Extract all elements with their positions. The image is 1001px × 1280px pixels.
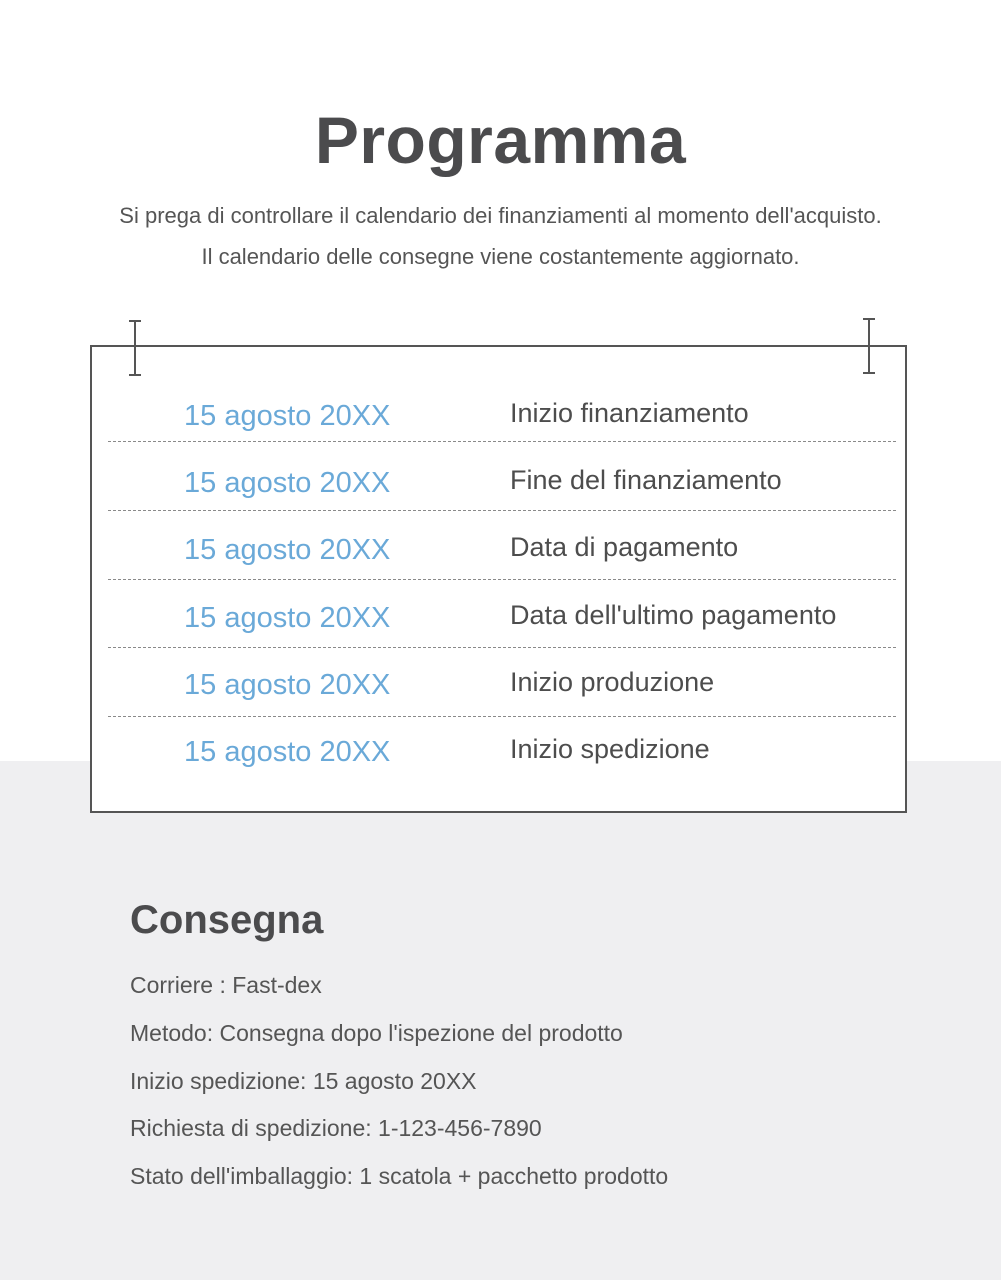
schedule-date: 15 agosto 20XX (184, 602, 391, 634)
delivery-courier: Corriere : Fast-dex (130, 972, 322, 998)
row-divider (108, 579, 896, 580)
row-divider (108, 510, 896, 511)
subtitle-line-2: Il calendario delle consegne viene costantemente aggiornato. (201, 244, 800, 269)
pin-right-icon (863, 318, 875, 374)
schedule-date: 15 agosto 20XX (184, 534, 391, 566)
schedule-event: Inizio produzione (510, 667, 715, 697)
schedule-event: Data dell'ultimo pagamento (510, 600, 837, 630)
schedule-event: Inizio finanziamento (510, 398, 749, 428)
page-title: Programma (314, 103, 687, 177)
delivery-shipping-start: Inizio spedizione: 15 agosto 20XX (130, 1068, 477, 1094)
schedule-event: Fine del finanziamento (510, 465, 782, 495)
row-divider (108, 716, 896, 717)
schedule-row (108, 518, 896, 585)
subtitle-line-1: Si prega di controllare il calendario dei finanziamenti al momento dell'acquisto. (119, 203, 882, 228)
delivery-method: Metodo: Consegna dopo l'ispezione del prodotto (130, 1020, 623, 1046)
delivery-shipping-request: Richiesta di spedizione: 1-123-456-7890 (130, 1115, 542, 1141)
pin-left-icon (129, 320, 141, 376)
schedule-row (108, 586, 896, 653)
schedule-event: Inizio spedizione (510, 734, 710, 764)
schedule-date: 15 agosto 20XX (184, 669, 391, 701)
delivery-title: Consegna (130, 898, 324, 942)
schedule-event: Data di pagamento (510, 532, 739, 562)
schedule-row (108, 451, 896, 518)
row-divider (108, 647, 896, 648)
schedule-date: 15 agosto 20XX (184, 736, 391, 768)
schedule-date: 15 agosto 20XX (184, 467, 391, 499)
row-divider (108, 441, 896, 442)
delivery-packaging-status: Stato dell'imballaggio: 1 scatola + pacchetto prodotto (130, 1163, 669, 1189)
schedule-row (108, 720, 896, 787)
schedule-row (108, 653, 896, 720)
schedule-date: 15 agosto 20XX (184, 400, 391, 432)
